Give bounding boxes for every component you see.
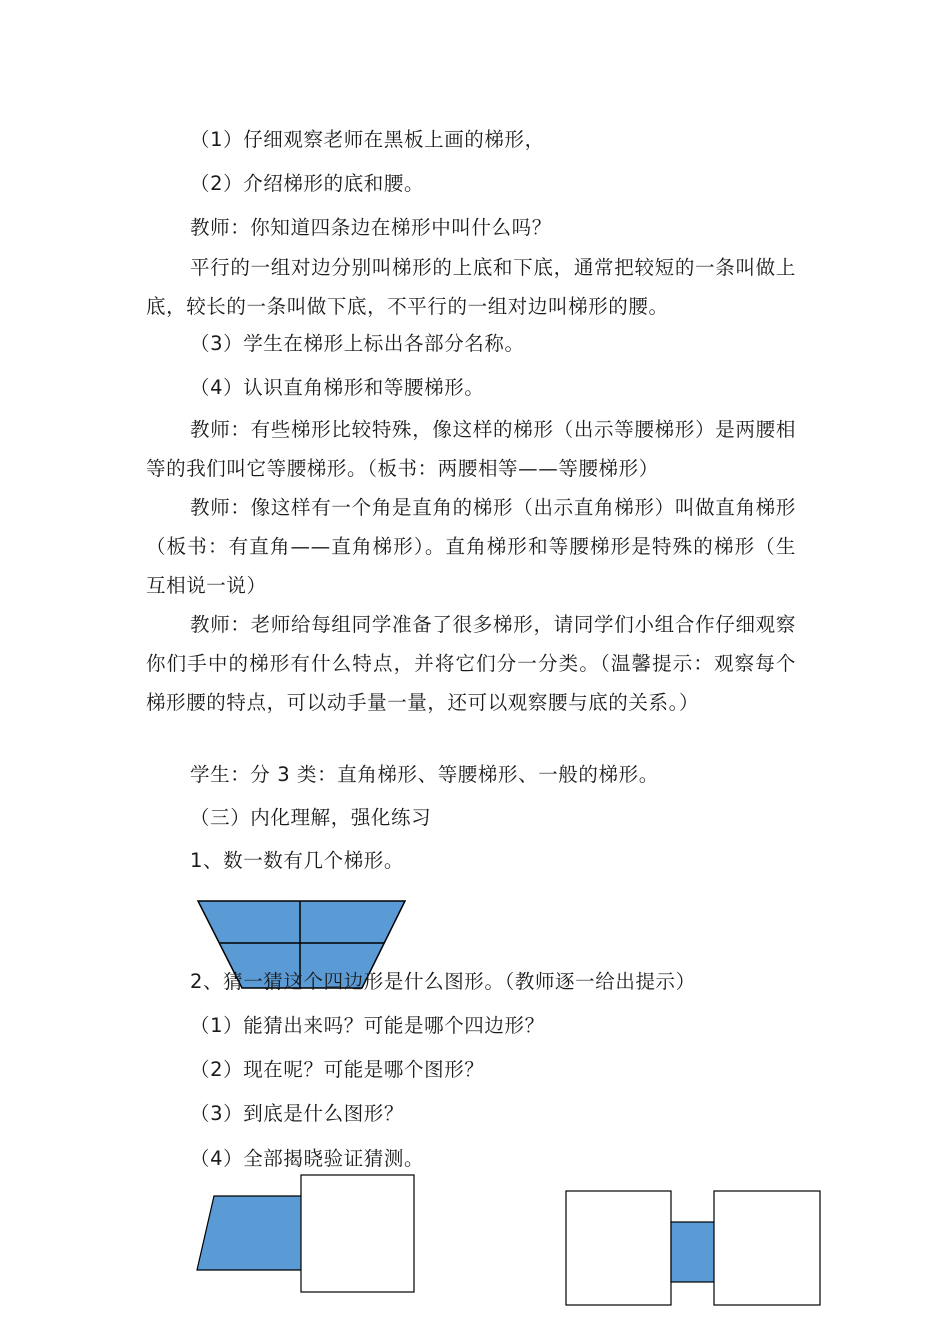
paragraph-bases-legs: 平行的一组对边分别叫梯形的上底和下底，通常把较短的一条叫做上底，较长的一条叫做下底，不平行的一组对边叫梯形的腰。 <box>146 256 796 318</box>
paragraph-isosceles: 教师：有些梯形比较特殊，像这样的梯形（出示等腰梯形）是两腰相等的我们叫它等腰梯形。（板书：两腰相等——等腰梯形） <box>146 418 796 480</box>
paragraph-group-work: 教师：老师给每组同学准备了很多梯形，请同学们小组合作仔细观察你们手中的梯形有什么特点，并将它们分一分类。（温馨提示：观察每个梯形腰的特点，可以动手量一量，还可以观察腰与底的关系。） <box>146 613 796 714</box>
step-2-text: （2）介绍梯形的底和腰。 <box>190 172 425 195</box>
hint-2: （2）现在呢？可能是哪个图形？ <box>190 1058 485 1081</box>
exercise-2-title: 2、猜一猜这个四边形是什么图形。（教师逐一给出提示） <box>190 970 696 993</box>
step-1-text: （1）仔细观察老师在黑板上画的梯形， <box>190 128 545 151</box>
section-heading: （三）内化理解，强化练习 <box>190 806 432 829</box>
student-answer: 学生：分 3 类：直角梯形、等腰梯形、一般的梯形。 <box>190 763 659 786</box>
hint-4: （4）全部揭晓验证猜测。 <box>190 1147 425 1170</box>
step-4-text: （4）认识直角梯形和等腰梯形。 <box>190 376 485 399</box>
step-3-text: （3）学生在梯形上标出各部分名称。 <box>190 332 525 355</box>
exercise-1-title: 1、数一数有几个梯形。 <box>190 849 405 872</box>
hint-3: （3）到底是什么图形？ <box>190 1102 405 1125</box>
paragraph-right-trapezoid: 教师：像这样有一个角是直角的梯形（出示直角梯形）叫做直角梯形（板书：有直角——直角梯形）。直角梯形和等腰梯形是特殊的梯形（生互相说一说） <box>146 496 796 597</box>
teacher-question: 教师：你知道四条边在梯形中叫什么吗？ <box>190 216 552 239</box>
hint-1: （1）能猜出来吗？可能是哪个四边形？ <box>190 1014 545 1037</box>
